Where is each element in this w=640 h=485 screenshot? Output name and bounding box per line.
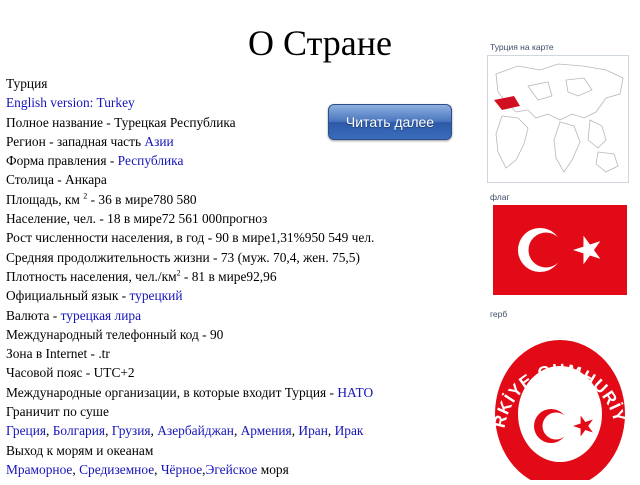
world-map-icon — [488, 56, 628, 182]
area-superscript: 2 — [83, 191, 88, 201]
capital: Столица - Анкара — [6, 172, 107, 188]
sea-link[interactable]: Эгейское — [205, 461, 258, 477]
density-value: - 81 в мире92,96 — [180, 268, 277, 284]
seas-list: Мраморное, Средиземное, Чёрное,Эгейское моря — [6, 461, 289, 477]
turkey-highlight — [494, 96, 520, 110]
currency-label: Валюта - — [6, 307, 61, 323]
emblem-icon — [493, 322, 627, 480]
read-more-button[interactable]: Читать далее — [328, 104, 452, 140]
currency-row — [6, 306, 476, 325]
area-value: - 36 в мире780 580 — [87, 191, 197, 207]
border-link[interactable]: Болгария — [52, 423, 106, 439]
emblem-label: герб — [490, 309, 508, 319]
country-name: Турция — [6, 76, 48, 91]
border-link[interactable]: Ирак — [334, 423, 364, 439]
border-link[interactable]: Армения — [240, 423, 292, 439]
population: Население, чел. - 18 в мире72 561 000прогноз — [6, 211, 268, 227]
population-growth: Рост численности населения, в год - 90 в мире1,31%950 549 чел. — [6, 230, 375, 246]
sea-link[interactable]: Чёрное — [160, 461, 203, 477]
crescent-star-icon — [493, 205, 627, 295]
phone-code: Международный телефонный код - 90 — [6, 326, 224, 342]
density-label: Плотность населения, чел./км — [6, 268, 177, 284]
turkey-flag — [493, 205, 627, 295]
emblem-text: KİYE CUMHURİ — [493, 360, 625, 418]
internet-zone: Зона в Internet - .tr — [6, 346, 110, 362]
border-link[interactable]: Азербайджан — [157, 423, 234, 439]
region-label: Регион - западная часть — [6, 133, 145, 149]
sea-link[interactable]: Средиземное — [79, 461, 155, 477]
border-link[interactable]: Грузия — [111, 423, 151, 439]
organizations-label: Международные организации, в которые входит Турция - — [6, 384, 338, 400]
turkey-emblem — [493, 322, 627, 480]
organizations-link[interactable]: НАТО — [337, 384, 374, 400]
borders-list: Греция, Болгария, Грузия, Азербайджан, Армения, Иран, Ирак — [6, 423, 364, 439]
government-row — [6, 151, 476, 170]
area-row — [6, 190, 476, 209]
border-link[interactable]: Греция — [6, 423, 47, 439]
turkey-map — [487, 55, 629, 183]
language-row — [6, 286, 476, 305]
density-superscript: 2 — [176, 268, 181, 278]
seas-label: Выход к морям и океанам — [6, 442, 154, 458]
life-expectancy: Средняя продолжительность жизни - 73 (муж. 70,4, жен. 75,5) — [6, 249, 360, 265]
flag-label: флаг — [490, 192, 510, 202]
organizations-row — [6, 383, 476, 402]
government-link[interactable]: Республика — [117, 153, 184, 169]
border-link[interactable]: Иран — [298, 423, 328, 439]
seas-suffix: моря — [257, 461, 289, 477]
map-label: Турция на карте — [490, 42, 554, 52]
english-version-link[interactable]: English version: Turkey — [6, 95, 135, 111]
full-name: Полное название - Турецкая Республика — [6, 114, 236, 130]
page-title: О Стране — [248, 23, 392, 63]
borders-label: Граничит по суше — [6, 404, 109, 420]
currency-link[interactable]: турецкая лира — [60, 307, 142, 323]
density-row — [6, 267, 476, 286]
timezone: Часовой пояс - UTC+2 — [6, 365, 135, 381]
sea-link[interactable]: Мраморное — [6, 461, 73, 477]
government-label: Форма правления - — [6, 153, 118, 169]
region-link[interactable]: Азии — [144, 133, 174, 149]
language-link[interactable]: турецкий — [129, 288, 183, 304]
area-label: Площадь, км — [6, 191, 84, 207]
language-label: Официальный язык - — [6, 288, 130, 304]
